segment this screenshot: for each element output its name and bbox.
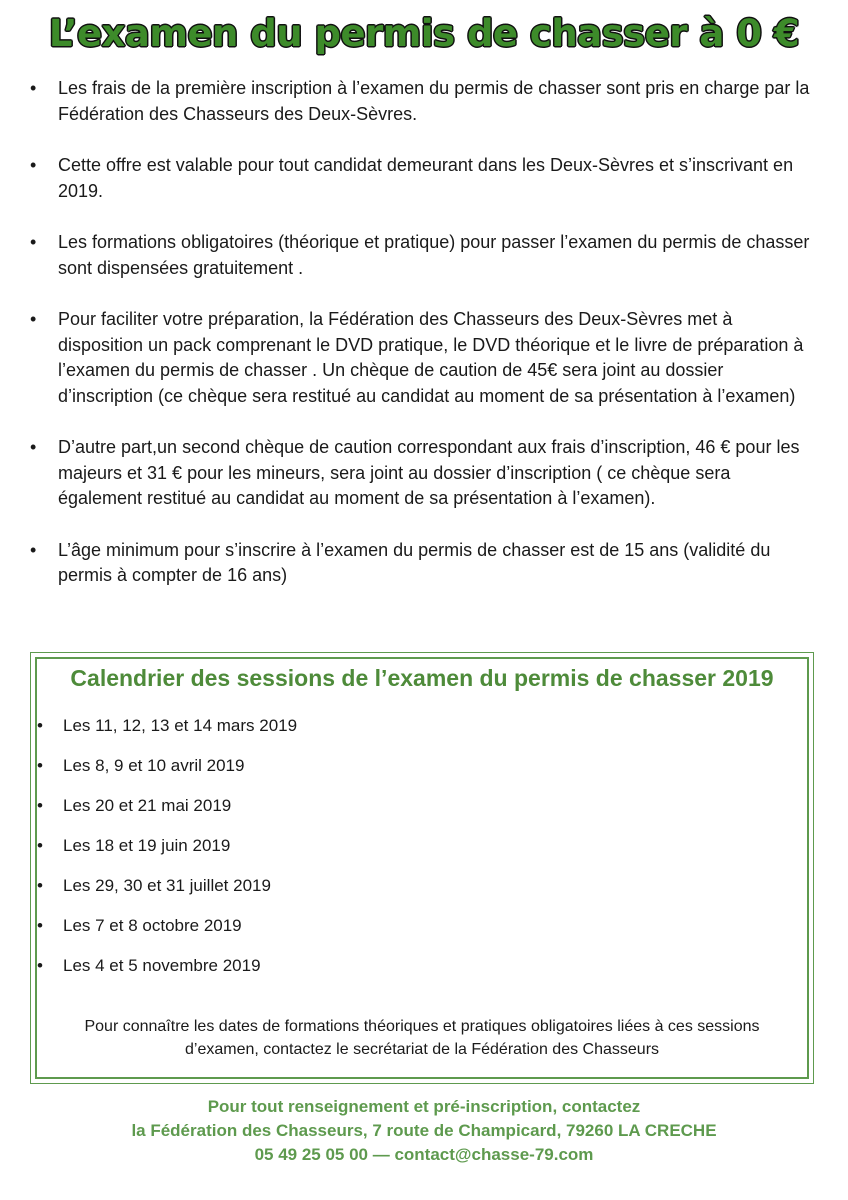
info-list: [30, 76, 815, 615]
session-list: [37, 715, 297, 995]
list-item: [30, 230, 815, 281]
session-date: Les 18 et 19 juin 2019: [63, 836, 231, 855]
calendar-note: Pour connaître les dates de formations théoriques et pratiques obligatoires liées à ces sessions d’examen, contactez le secrétariat de la Fédération des Chasseurs: [84, 1018, 760, 1058]
bullet-icon: •: [30, 309, 37, 329]
bullet-icon: •: [37, 876, 43, 895]
list-item-text: Les formations obligatoires (théorique et pratique) pour passer l’examen du permis de chasser sont dispensées gratuitement .: [58, 232, 810, 278]
list-item-text: L’âge minimum pour s’inscrire à l’examen du permis de chasser est de 15 ans (validité du permis à compter de 16 ans): [58, 539, 771, 585]
session-date: Les 7 et 8 octobre 2019: [63, 916, 242, 935]
bullet-icon: •: [30, 437, 37, 457]
bullet-icon: •: [30, 155, 37, 175]
session-item: [37, 795, 297, 835]
session-item: [37, 715, 297, 755]
list-item-text: Pour faciliter votre préparation, la Fédération des Chasseurs des Deux-Sèvres met à disposition un pack comprenant le DVD pratique, le DVD théorique et le livre de préparation à l’examen du permis de chasser . Un chèque de caution de 45€ sera joint au dossier d’inscription (ce chèque sera restitué au candidat au moment de sa présentation à l’examen): [58, 309, 804, 406]
contact-phone-email: 05 49 25 05 00 — contact@chasse-79.com: [254, 1145, 594, 1164]
session-item: [37, 915, 297, 955]
bullet-icon: •: [37, 836, 43, 855]
page-title: L’examen du permis de chasser à 0 €: [48, 12, 800, 55]
session-item: [37, 835, 297, 875]
session-date: Les 20 et 21 mai 2019: [63, 796, 232, 815]
list-item: [30, 153, 815, 204]
session-item: [37, 875, 297, 915]
calendar-title: Calendrier des sessions de l’examen du permis de chasser 2019: [70, 665, 774, 691]
bullet-icon: •: [37, 796, 43, 815]
bullet-icon: •: [37, 716, 43, 735]
list-item: [30, 435, 815, 512]
bullet-icon: •: [30, 78, 37, 98]
session-date: Les 8, 9 et 10 avril 2019: [63, 756, 245, 775]
session-item: [37, 955, 297, 995]
session-item: [37, 755, 297, 795]
bullet-icon: •: [30, 539, 37, 560]
bullet-icon: •: [37, 956, 43, 975]
contact-intro: Pour tout renseignement et pré-inscription, contactez: [207, 1097, 641, 1116]
calendar-inner-border: [35, 657, 809, 1079]
calendar-box: [30, 652, 814, 1084]
list-item-text: D’autre part,un second chèque de caution correspondant aux frais d’inscription, 46 € pour les majeurs et 31 € pour les mineurs, sera joint au dossier d’inscription ( ce chèque sera également restitué au candidat au moment de sa présentation à l’examen).: [58, 437, 800, 508]
contact-block: [0, 1095, 848, 1167]
bullet-icon: •: [30, 232, 37, 252]
session-date: Les 4 et 5 novembre 2019: [63, 956, 261, 975]
list-item: [30, 307, 815, 409]
contact-address: la Fédération des Chasseurs, 7 route de Champicard, 79260 LA CRECHE: [131, 1121, 717, 1140]
list-item-text: Cette offre est valable pour tout candidat demeurant dans les Deux-Sèvres et s’inscrivant en 2019.: [58, 155, 794, 201]
bullet-icon: •: [37, 916, 43, 935]
list-item-text: Les frais de la première inscription à l’examen du permis de chasser sont pris en charge par la Fédération des Chasseurs des Deux-Sèvres.: [58, 78, 810, 124]
list-item: [30, 76, 815, 127]
session-date: Les 11, 12, 13 et 14 mars 2019: [63, 716, 298, 735]
session-date: Les 29, 30 et 31 juillet 2019: [63, 876, 271, 895]
bullet-icon: •: [37, 756, 43, 775]
list-item: [30, 538, 815, 589]
